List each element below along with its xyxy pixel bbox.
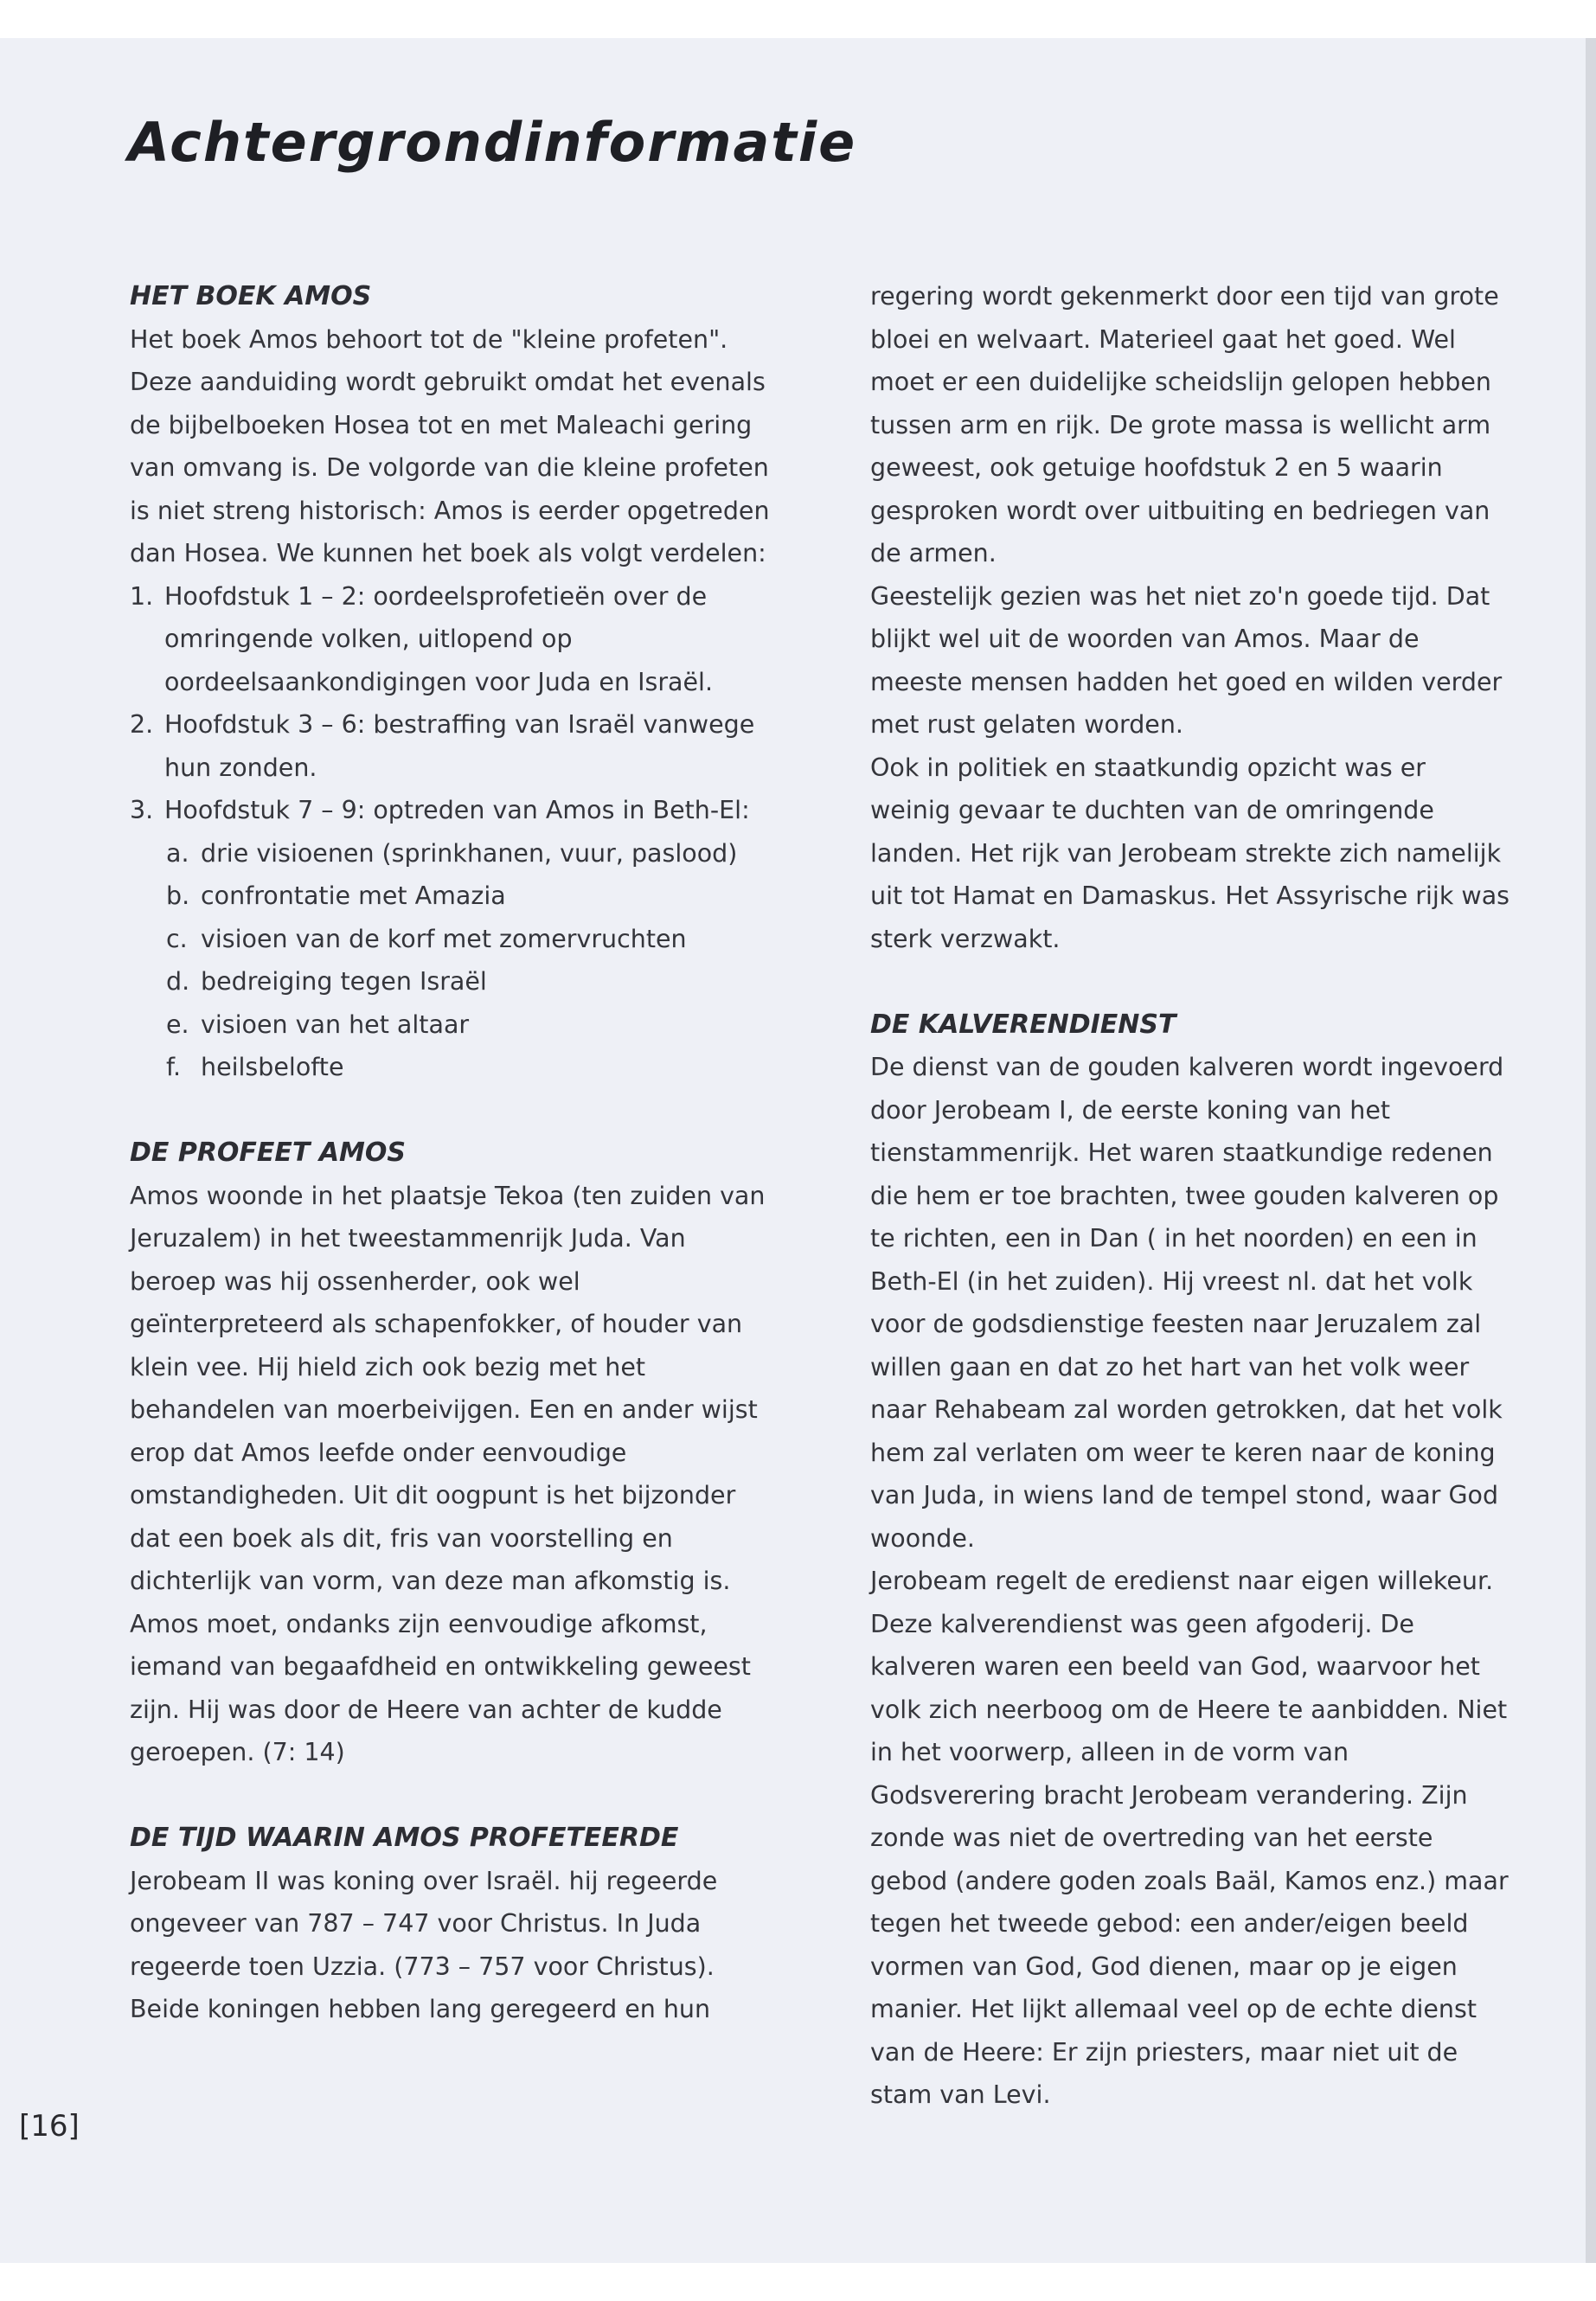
page-number: [16] xyxy=(19,2109,80,2144)
sublist-item-text: bedreiging tegen Israël xyxy=(201,967,487,996)
sublist-item xyxy=(130,1003,770,1047)
section-spacer xyxy=(130,1089,770,1132)
sublist-item-text: drie visioenen (sprinkhanen, vuur, paslood) xyxy=(201,838,738,868)
section-spacer xyxy=(130,1774,770,1817)
sublist-item-letter: e. xyxy=(166,1009,189,1039)
left-column xyxy=(130,275,770,2031)
list-item-text: Hoofdstuk 7 – 9: optreden van Amos in Beth-El: xyxy=(164,796,750,824)
list-item-text: Hoofdstuk 1 – 2: oordeelsprofetieën over de omringende volken, uitlopend op oordeelsaankondigingen voor Juda en Israël. xyxy=(164,581,714,696)
list-item-text: Hoofdstuk 3 – 6: bestraffing van Israël vanwege hun zonden. xyxy=(164,710,755,782)
list-item-number: 3. xyxy=(130,796,154,824)
list-item-number: 2. xyxy=(130,710,154,739)
sublist-item-letter: f. xyxy=(166,1053,182,1081)
list-item xyxy=(130,575,770,704)
section-heading-boek-amos: HET BOEK AMOS xyxy=(130,281,372,311)
section-heading-tijd: DE TIJD WAARIN AMOS PROFETEERDE xyxy=(130,1823,679,1853)
section-heading-profeet-amos: DE PROFEET AMOS xyxy=(130,1138,406,1168)
section-text-profeet-amos: Amos woonde in het plaatsje Tekoa (ten zuiden van Jeruzalem) in het tweestammenrijk Juda. Van beroep was hij ossenherder, ook wel geïnterpreteerd als schapenfokker, of houder van klein vee. Hij hield zich ook bezig met het behandelen van moerbeivijgen. Een en ander wijst erop dat Amos leefde onder eenvoudige omstandigheden. Uit dit oogpunt is het bijzonder dat een boek als dit, fris van voorstelling en dichterlijk van vorm, van deze man afkomstig is. Amos moet, ondanks zijn eenvoudige afkomst, iemand van begaafdheid en ontwikkeling geweest zijn. Hij was door de Heere van achter de kudde geroepen. (7: 14) xyxy=(130,1181,766,1766)
sublist-item-text: heilsbelofte xyxy=(201,1053,344,1081)
list-item xyxy=(130,789,770,832)
sublist-item xyxy=(130,960,770,1003)
section-heading-kalverendienst: DE KALVERENDIENST xyxy=(870,1009,1176,1040)
sublist-item-letter: d. xyxy=(166,967,190,996)
section-text-kalverendienst-2: Jerobeam regelt de eredienst naar eigen willekeur. Deze kalverendienst was geen afgoderij. De kalveren waren een beeld van God, waarvoor het volk zich neerboog om de Heere te aanbidden. Niet in het voorwerp, alleen in de vorm van Godsverering bracht Jerobeam verandering. Zijn zonde was niet de overtreding van het eerste gebod (andere goden zoals Baäl, Kamos enz.) maar tegen het tweede gebod: een ander/eigen beeld vormen van God, God dienen, maar op je eigen manier. Het lijkt allemaal veel op de echte dienst van de Heere: Er zijn priesters, maar niet uit de stam van Levi. xyxy=(870,1567,1509,2109)
sublist-item-letter: c. xyxy=(166,924,188,953)
book-outline-list xyxy=(130,575,770,832)
sublist-item-text: visioen van de korf met zomervruchten xyxy=(201,924,687,953)
continued-text-welvaart: regering wordt gekenmerkt door een tijd van grote bloei en welvaart. Materieel gaat het goed. Wel moet er een duidelijke scheidslijn gelopen hebben tussen arm en rijk. De grote massa is wellicht arm geweest, ook getuige hoofdstuk 2 en 5 waarin gesproken wordt over uitbuiting en bedriegen van de armen. xyxy=(870,282,1499,567)
section-spacer xyxy=(870,960,1510,1003)
continued-text-politiek: Ook in politiek en staatkundig opzicht was er weinig gevaar te duchten van de omringende landen. Het rijk van Jerobeam strekte zich namelijk uit tot Hamat en Damaskus. Het Assyrische rijk was sterk verzwakt. xyxy=(870,753,1510,953)
sublist-item-text: confrontatie met Amazia xyxy=(201,881,506,910)
list-item-number: 1. xyxy=(130,581,154,611)
sublist-item-text: visioen van het altaar xyxy=(201,1009,470,1039)
book-outline-sublist xyxy=(130,832,770,1089)
section-text-tijd: Jerobeam II was koning over Israël. hij regeerde ongeveer van 787 – 747 voor Christus. In Juda regeerde toen Uzzia. (773 – 757 voor Christus). Beide koningen hebben lang geregeerd en hun xyxy=(130,1866,718,2023)
right-column xyxy=(870,275,1510,2117)
section-intro-boek-amos: Het boek Amos behoort tot de "kleine profeten". Deze aanduiding wordt gebruikt omdat het evenals de bijbelboeken Hosea tot en met Maleachi gering van omvang is. De volgorde van die kleine profeten is niet streng historisch: Amos is eerder opgetreden dan Hosea. We kunnen het boek als volgt verdelen: xyxy=(130,324,770,567)
list-item xyxy=(130,703,770,789)
page-edge xyxy=(1586,38,1596,2263)
section-text-kalverendienst-1: De dienst van de gouden kalveren wordt ingevoerd door Jerobeam I, de eerste koning van het tienstammenrijk. Het waren staatkundige redenen die hem er toe brachten, twee gouden kalveren op te richten, een in Dan ( in het noorden) en een in Beth-El (in het zuiden). Hij vreest nl. dat het volk voor de godsdienstige feesten naar Jeruzalem zal willen gaan en dat zo het hart van het volk weer naar Rehabeam zal worden getrokken, dat het volk hem zal verlaten om weer te keren naar de koning van Juda, in wiens land de tempel stond, waar God woonde. xyxy=(870,1053,1504,1553)
sublist-item-letter: a. xyxy=(166,838,189,868)
sublist-item xyxy=(130,918,770,961)
sublist-item-letter: b. xyxy=(166,881,190,910)
sublist-item xyxy=(130,875,770,918)
page-title: Achtergrondinformatie xyxy=(128,111,857,174)
sublist-item xyxy=(130,1046,770,1089)
sublist-item xyxy=(130,832,770,875)
continued-text-geestelijk: Geestelijk gezien was het niet zo'n goede tijd. Dat blijkt wel uit de woorden van Amos. Maar de meeste mensen hadden het goed en wilden verder met rust gelaten worden. xyxy=(870,581,1503,739)
